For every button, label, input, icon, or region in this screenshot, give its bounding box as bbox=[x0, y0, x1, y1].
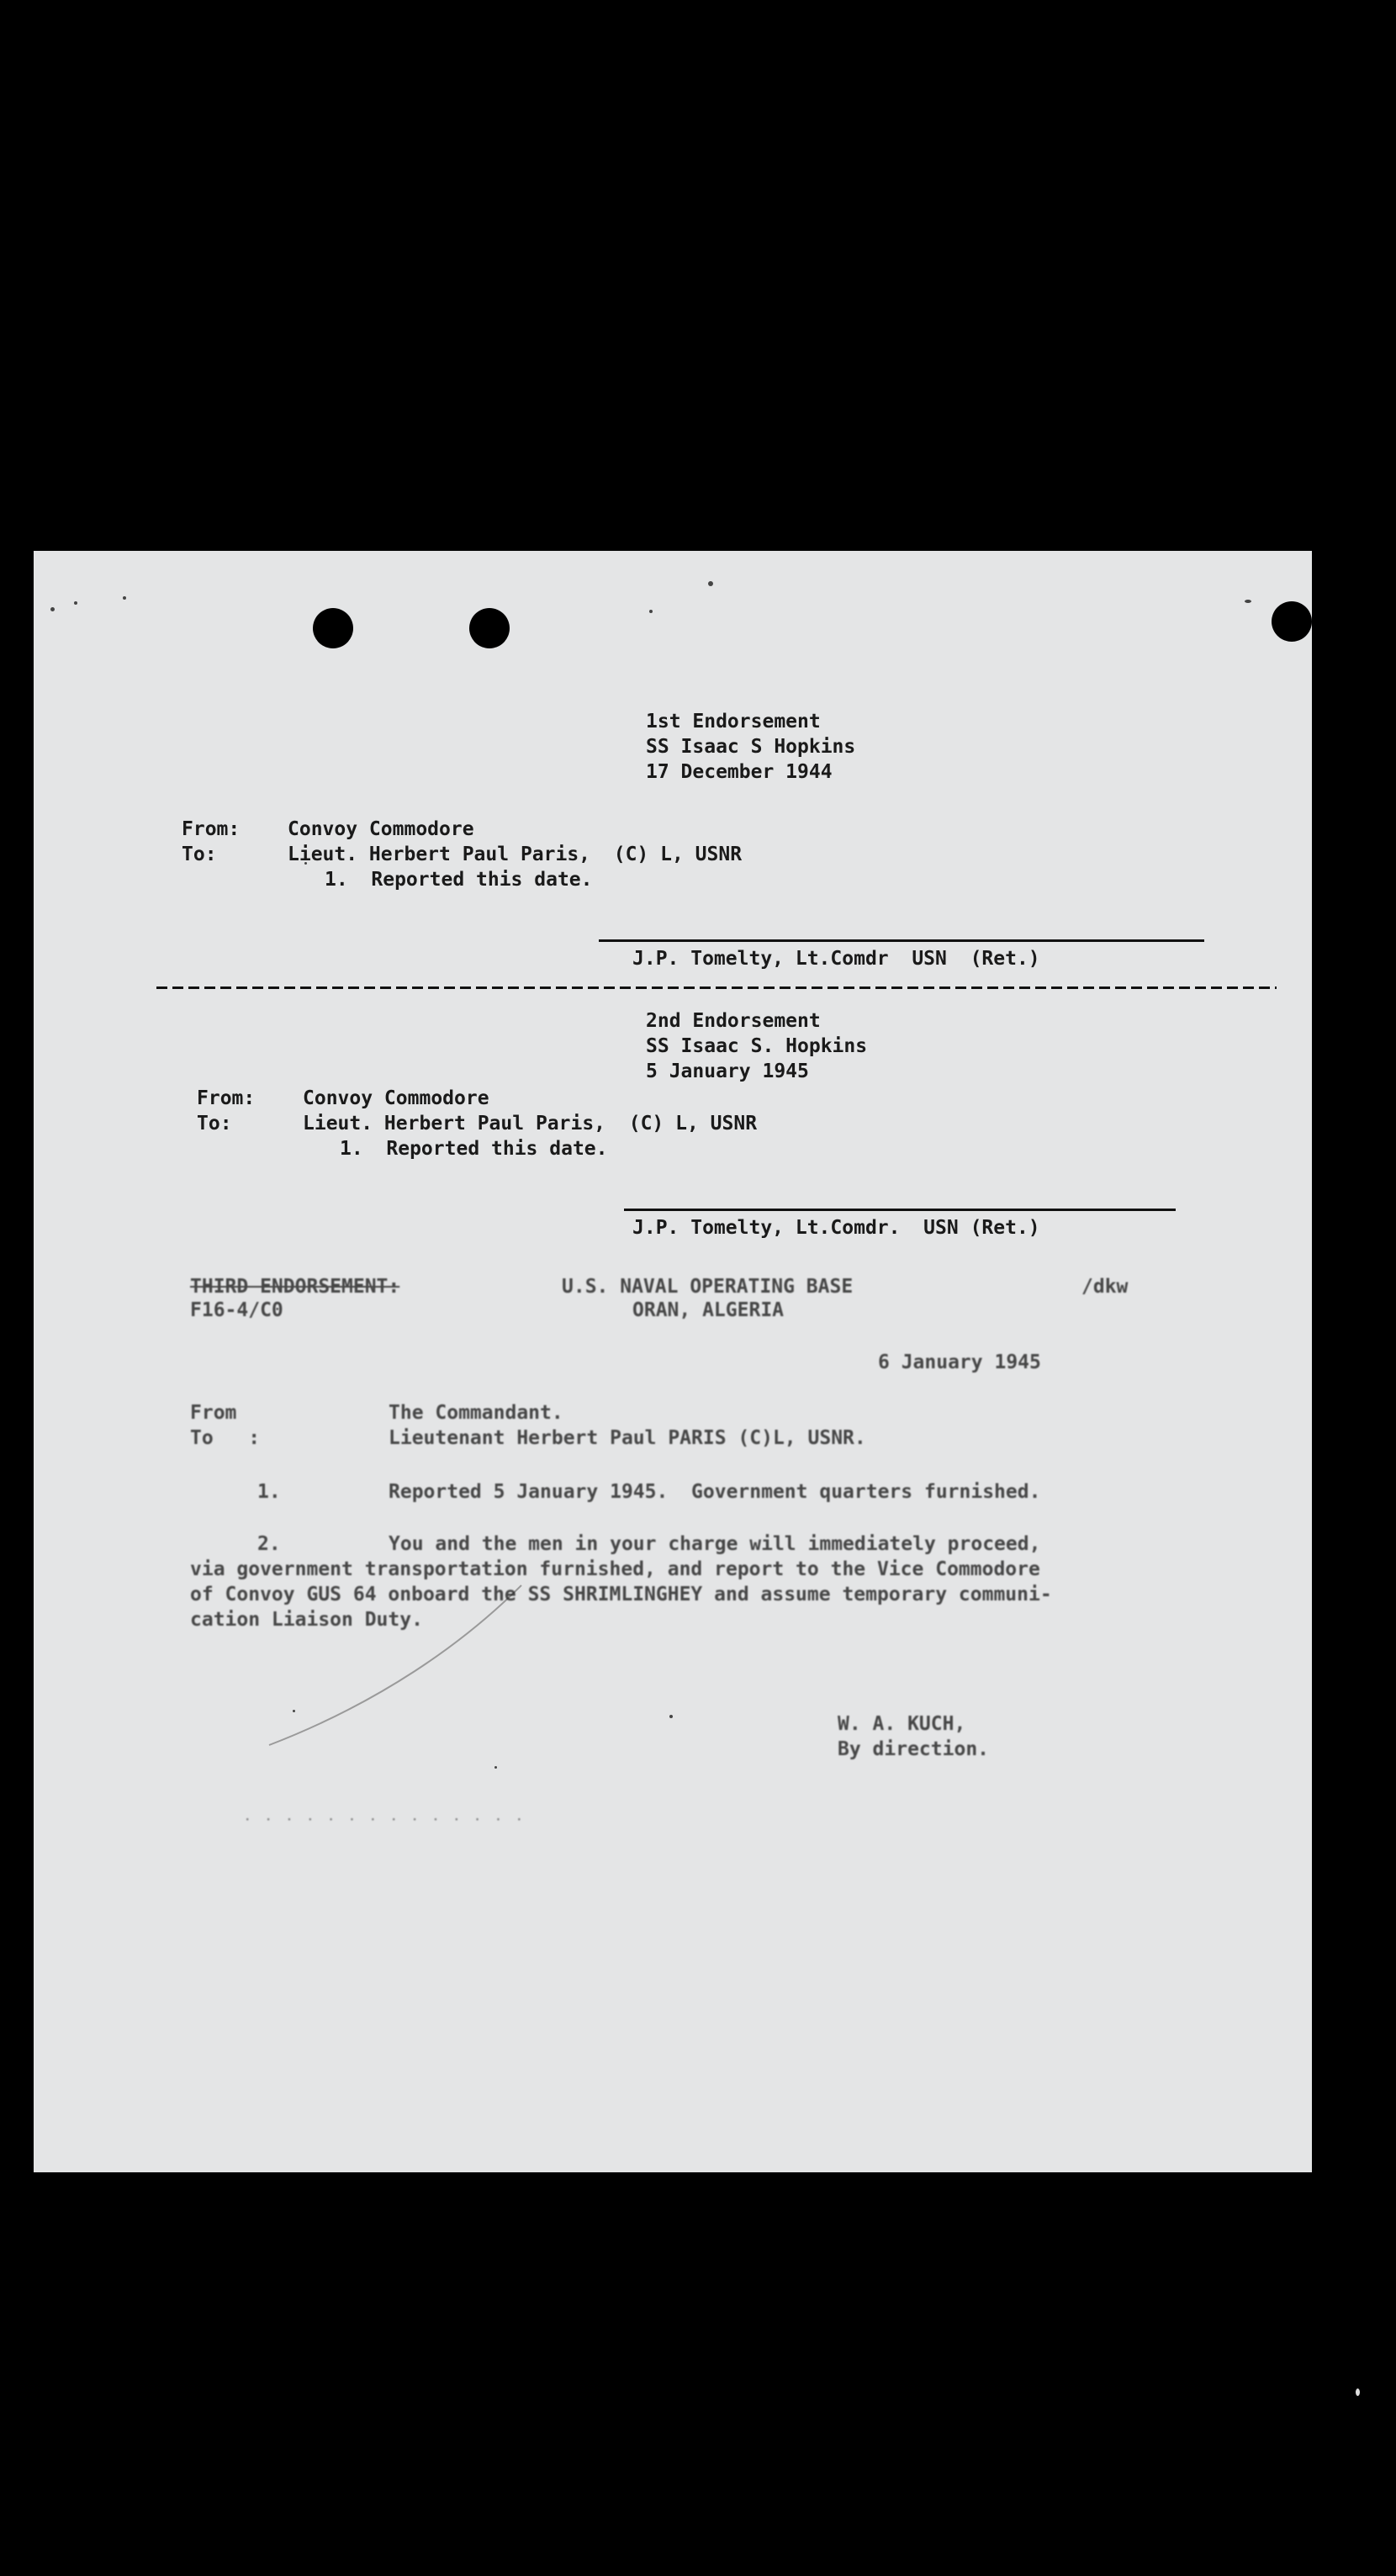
endorsement3-from: The Commandant. bbox=[389, 1402, 563, 1424]
speck bbox=[494, 1766, 497, 1769]
endorsement1-date: 17 December 1944 bbox=[646, 761, 833, 783]
endorsement2-ship: SS Isaac S. Hopkins bbox=[646, 1035, 868, 1057]
punch-hole-middle bbox=[469, 608, 510, 648]
endorsement2-heading: 2nd Endorsement bbox=[646, 1010, 821, 1032]
separator-dashed-line bbox=[156, 986, 1277, 989]
punch-hole-right bbox=[1272, 601, 1312, 642]
endorsement3-office-line2: ORAN, ALGERIA bbox=[632, 1299, 785, 1321]
endorsement2-date: 5 January 1945 bbox=[646, 1061, 809, 1082]
endorsement1-heading: 1st Endorsement bbox=[646, 711, 821, 733]
punch-hole-left bbox=[313, 608, 353, 648]
endorsement2-to: Lieut. Herbert Paul Paris, (C) L, USNR bbox=[303, 1113, 758, 1135]
endorsement3-para2-line2: via government transportation furnished, and report to the Vice Commodore bbox=[190, 1558, 1040, 1580]
endorsement3-file-number: F16-4/C0 bbox=[190, 1299, 283, 1321]
speck bbox=[1356, 2388, 1360, 2396]
endorsement3-heading: THIRD ENDORSEMENT: bbox=[190, 1276, 400, 1298]
endorsement2-from: Convoy Commodore bbox=[303, 1087, 489, 1109]
speck bbox=[669, 1715, 673, 1718]
endorsement3-date: 6 January 1945 bbox=[878, 1351, 1041, 1373]
endorsement3-signature: W. A. KUCH, bbox=[838, 1713, 966, 1735]
dotted-residue: · · · · · · · · · · · · · · bbox=[244, 1813, 526, 1827]
endorsement3-from-label: From bbox=[190, 1402, 237, 1424]
endorsement2-signature: J.P. Tomelty, Lt.Comdr. USN (Ret.) bbox=[632, 1217, 1040, 1239]
endorsement1-signature-line bbox=[599, 939, 1204, 942]
endorsement3-initials: /dkw bbox=[1081, 1276, 1129, 1298]
endorsement2-from-label: From: bbox=[197, 1087, 256, 1109]
endorsement3-para1-number: 1. bbox=[257, 1481, 281, 1503]
speck bbox=[708, 581, 713, 586]
endorsement1-item: 1. Reported this date. bbox=[325, 869, 593, 891]
speck bbox=[50, 607, 55, 611]
speck bbox=[649, 610, 653, 613]
endorsement3-para2-line4: cation Liaison Duty. bbox=[190, 1609, 423, 1631]
endorsement3-para1: Reported 5 January 1945. Government quarters furnished. bbox=[389, 1481, 1041, 1503]
endorsement1-from-label: From: bbox=[182, 818, 241, 840]
endorsement1-to: Lieut. Herbert Paul Paris, (C) L, USNR bbox=[288, 844, 743, 865]
speck bbox=[1245, 600, 1251, 603]
endorsement2-signature-line bbox=[624, 1209, 1176, 1211]
endorsement3-to-label: To : bbox=[190, 1427, 261, 1449]
endorsement1-to-label: To: bbox=[182, 844, 217, 865]
document-page bbox=[34, 551, 1312, 2172]
endorsement3-to: Lieutenant Herbert Paul PARIS (C)L, USNR. bbox=[389, 1427, 866, 1449]
endorsement3-office-line1: U.S. NAVAL OPERATING BASE bbox=[562, 1276, 854, 1298]
endorsement2-item: 1. Reported this date. bbox=[340, 1138, 608, 1160]
speck bbox=[123, 596, 126, 600]
endorsement3-para2-line1: You and the men in your charge will immediately proceed, bbox=[389, 1533, 1041, 1555]
endorsement2-to-label: To: bbox=[197, 1113, 232, 1135]
endorsement3-para2-line3: of Convoy GUS 64 onboard the SS SHRIMLINGHEY and assume temporary communi- bbox=[190, 1584, 1052, 1605]
endorsement1-from: Convoy Commodore bbox=[288, 818, 474, 840]
endorsement1-signature: J.P. Tomelty, Lt.Comdr USN (Ret.) bbox=[632, 948, 1040, 970]
endorsement1-ship: SS Isaac S Hopkins bbox=[646, 736, 856, 758]
speck bbox=[74, 601, 77, 605]
endorsement3-by-direction: By direction. bbox=[838, 1738, 990, 1760]
endorsement3-para2-number: 2. bbox=[257, 1533, 281, 1555]
